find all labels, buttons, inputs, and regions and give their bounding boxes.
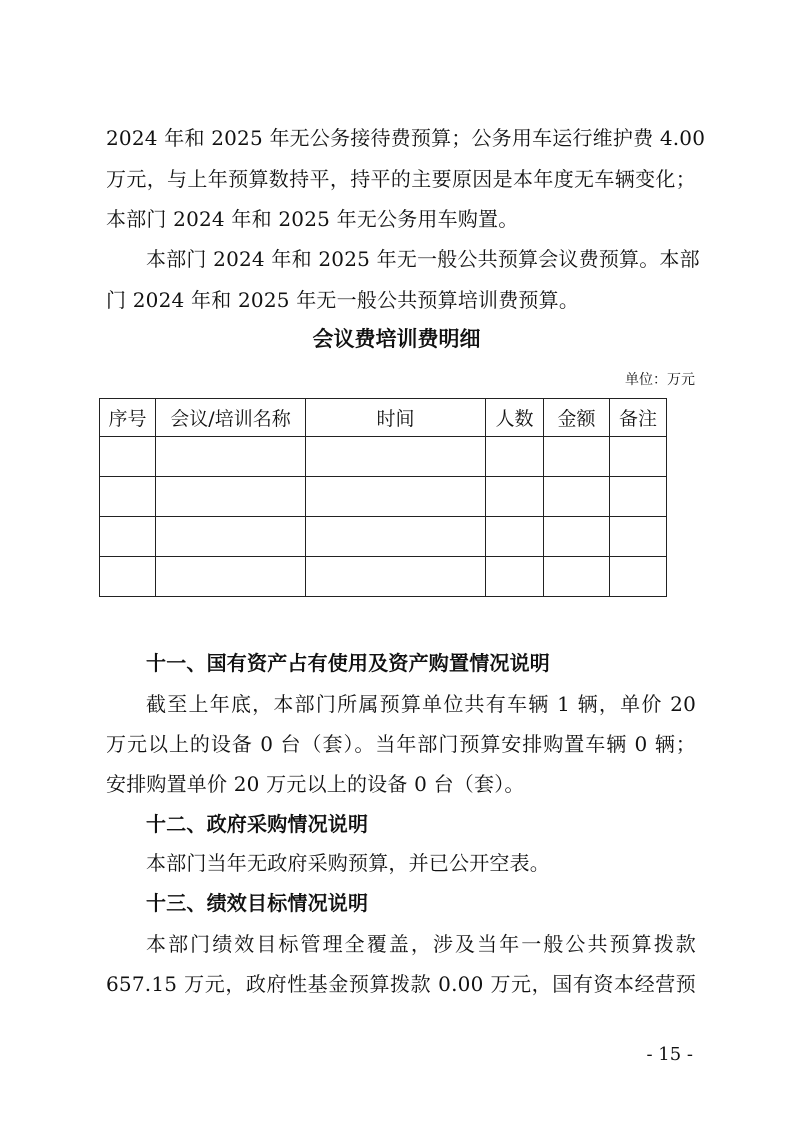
table-cell [100, 437, 156, 477]
table-cell [544, 557, 610, 597]
header-time: 时间 [306, 399, 486, 437]
table-cell [544, 437, 610, 477]
table-row [100, 517, 667, 557]
table-cell [306, 477, 486, 517]
table-row [100, 437, 667, 477]
header-remark: 备注 [610, 399, 667, 437]
table-cell [156, 477, 306, 517]
section-11-heading: 十一、国有资产占有使用及资产购置情况说明 [146, 651, 550, 675]
table-cell [156, 557, 306, 597]
table-row [100, 557, 667, 597]
section-13-line-2: 657.15 万元，政府性基金预算拨款 0.00 万元，国有资本经营预 [106, 972, 696, 996]
paragraph-2-line-2: 门 2024 年和 2025 年无一般公共预算培训费预算。 [106, 288, 580, 312]
table-cell [544, 477, 610, 517]
header-amount: 金额 [544, 399, 610, 437]
table-cell [100, 557, 156, 597]
table-cell [156, 437, 306, 477]
table-header-row [100, 399, 667, 437]
paragraph-1-line-2: 万元，与上年预算数持平，持平的主要原因是本年度无车辆变化； [106, 167, 696, 191]
header-name: 会议/培训名称 [156, 399, 306, 437]
table-cell [306, 517, 486, 557]
section-11-line-2: 万元以上的设备 0 台（套）。当年部门预算安排购置车辆 0 辆； [106, 732, 696, 756]
paragraph-1-line-1: 2024 年和 2025 年无公务接待费预算；公务用车运行维护费 4.00 [106, 126, 706, 150]
header-index: 序号 [100, 399, 156, 437]
table-title: 会议费培训费明细 [312, 327, 481, 351]
table-cell [306, 557, 486, 597]
section-11-line-3: 安排购置单价 20 万元以上的设备 0 台（套）。 [106, 772, 525, 796]
table-cell [544, 517, 610, 557]
section-13-line-1: 本部门绩效目标管理全覆盖，涉及当年一般公共预算拨款 [146, 932, 696, 956]
meeting-training-table [99, 398, 667, 597]
table-row [100, 477, 667, 517]
table-cell [156, 517, 306, 557]
table-cell [306, 437, 486, 477]
table-cell [610, 557, 667, 597]
section-12-line-1: 本部门当年无政府采购预算，并已公开空表。 [146, 851, 550, 875]
table-cell [100, 477, 156, 517]
paragraph-1-line-3: 本部门 2024 年和 2025 年无公务用车购置。 [106, 207, 519, 231]
section-12-heading: 十二、政府采购情况说明 [146, 812, 369, 836]
page-number: - 15 - [646, 1044, 693, 1065]
table-cell [486, 437, 544, 477]
table-unit: 单位：万元 [625, 372, 695, 388]
table-cell [486, 477, 544, 517]
header-people: 人数 [486, 399, 544, 437]
table-cell [610, 477, 667, 517]
section-13-heading: 十三、绩效目标情况说明 [146, 891, 369, 915]
table-cell [100, 517, 156, 557]
table-cell [610, 517, 667, 557]
table-cell [486, 557, 544, 597]
table-cell [486, 517, 544, 557]
table-cell [610, 437, 667, 477]
section-11-line-1: 截至上年底，本部门所属预算单位共有车辆 1 辆，单价 20 [146, 692, 696, 716]
paragraph-2-line-1: 本部门 2024 年和 2025 年无一般公共预算会议费预算。本部 [146, 247, 700, 271]
